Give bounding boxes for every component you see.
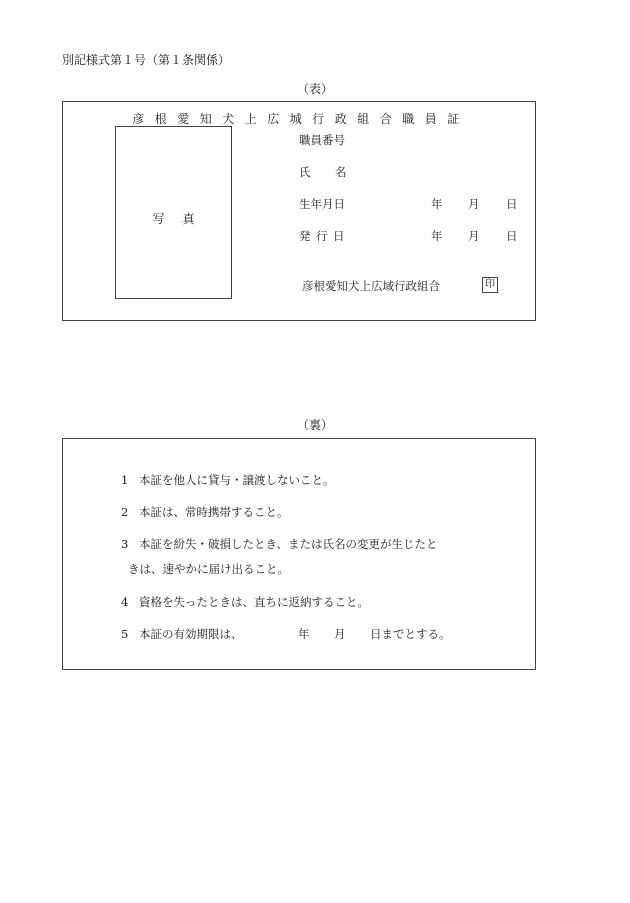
rule-number: 4 <box>121 595 129 609</box>
card-title-char: 組 <box>357 112 370 126</box>
birth-day-label: 日 <box>506 197 518 211</box>
form-heading: 別記様式第１号（第１条関係） <box>62 53 231 67</box>
photo-char: 写 <box>152 212 165 226</box>
seal-mark: 印 <box>482 277 498 293</box>
rule-item <box>121 626 243 642</box>
rule-number: 2 <box>121 505 129 519</box>
card-title-char: 根 <box>154 112 167 126</box>
card-title-char: 知 <box>199 112 212 126</box>
card-title-char: 広 <box>267 112 280 126</box>
staff-number-label: 職員番号 <box>299 133 345 147</box>
issuer-name: 彦根愛知犬上広域行政組合 <box>302 279 440 293</box>
issue-year-label: 年 <box>431 229 443 243</box>
rule-number: 1 <box>121 473 129 487</box>
birth-date-label: 生年月日 <box>299 197 345 211</box>
card-title-char: 彦 <box>132 112 145 126</box>
name-label-char: 名 <box>335 165 347 179</box>
rule-number: 5 <box>121 627 129 641</box>
rule-text: 資格を失ったときは、直ちに返納すること。 <box>139 595 369 609</box>
card-title-char: 合 <box>379 112 392 126</box>
rule-item <box>121 536 438 552</box>
birth-month-label: 月 <box>468 197 480 211</box>
rule-text-continuation: きは、速やかに届け出ること。 <box>128 562 289 576</box>
rule-item <box>121 504 289 520</box>
card-title-char: 証 <box>447 112 460 126</box>
card-title-char: 上 <box>244 112 257 126</box>
photo-label <box>116 210 231 227</box>
card-title-char: 行 <box>312 112 325 126</box>
birth-year-label: 年 <box>431 197 443 211</box>
name-label-char: 氏 <box>299 165 311 179</box>
card-title-char: 政 <box>334 112 347 126</box>
issue-month-label: 月 <box>468 229 480 243</box>
photo-char: 真 <box>182 212 195 226</box>
expiry-year-label: 年 <box>298 627 310 641</box>
card-title-char: 城 <box>289 112 302 126</box>
rule-text: 本証を他人に貸与・譲渡しないこと。 <box>139 473 335 487</box>
card-title <box>127 110 465 127</box>
id-card-back <box>62 438 536 670</box>
back-side-label: （裏） <box>296 418 333 432</box>
rule-number: 3 <box>121 537 129 551</box>
rule-item <box>121 594 369 610</box>
rule-item <box>121 472 335 488</box>
rule-text: 本証を紛失・破損したとき、または氏名の変更が生じたと <box>139 537 438 551</box>
card-title-char: 愛 <box>177 112 190 126</box>
card-title-char: 犬 <box>222 112 235 126</box>
issue-date-label-char: 日 <box>333 229 345 243</box>
issue-date-label-char: 行 <box>316 229 328 243</box>
expiry-month-label: 月 <box>334 627 346 641</box>
photo-box <box>115 126 232 299</box>
issue-date-label-char: 発 <box>299 229 311 243</box>
rule-text: 本証の有効期限は、 <box>139 627 243 641</box>
rule-text: 本証は、常時携帯すること。 <box>139 505 289 519</box>
id-card-front <box>62 101 536 321</box>
issue-day-label: 日 <box>506 229 518 243</box>
card-title-char: 職 <box>402 112 415 126</box>
card-title-char: 員 <box>424 112 437 126</box>
front-side-label: （表） <box>296 82 333 96</box>
rule-text-tail: 日までとする。 <box>370 627 451 641</box>
